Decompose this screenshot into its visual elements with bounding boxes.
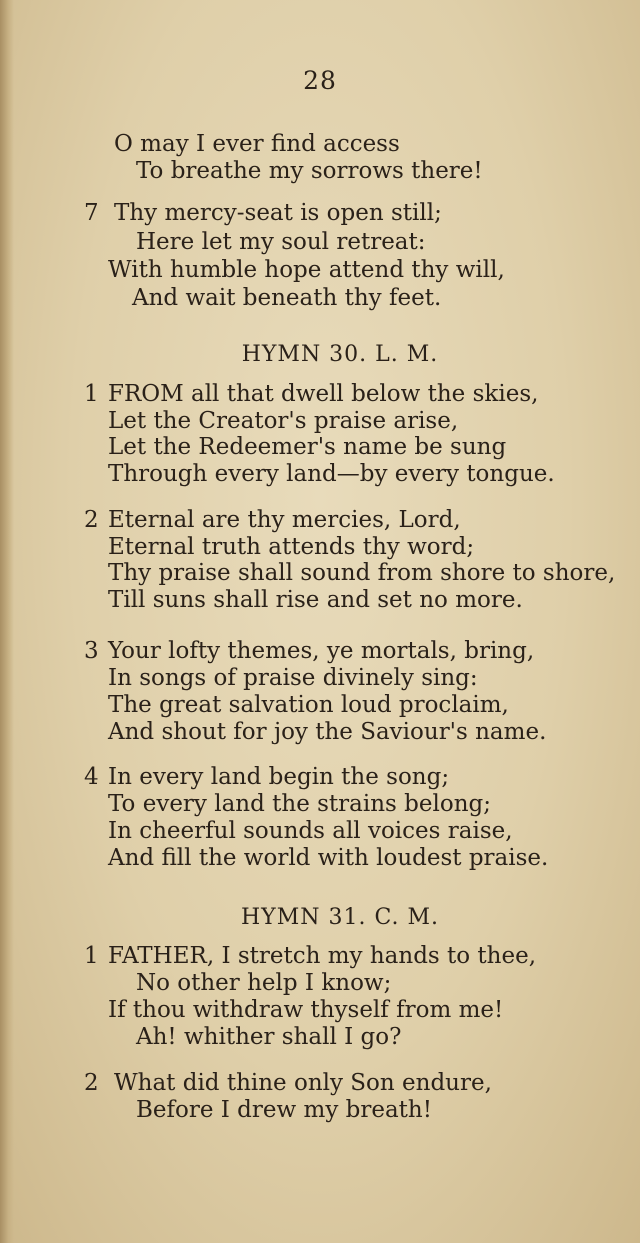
verse-number: 1 (84, 381, 99, 407)
verse-line: Till suns shall rise and set no more. (108, 587, 523, 613)
page-number: 28 (303, 66, 337, 95)
verse-number: 1 (84, 943, 99, 969)
verse-number: 2 (84, 507, 99, 533)
verse-line: Thy praise shall sound from shore to shore, (108, 560, 616, 586)
verse-line: FATHER, I stretch my hands to thee, (108, 943, 537, 969)
verse-line: And wait beneath thy feet. (132, 285, 442, 311)
verse-line: Eternal are thy mercies, Lord, (108, 507, 461, 533)
verse-line: To every land the strains belong; (108, 791, 491, 817)
verse-line: Let the Redeemer's name be sung (108, 434, 507, 460)
verse-line: And fill the world with loudest praise. (108, 845, 549, 871)
verse-line: The great salvation loud proclaim, (108, 692, 509, 718)
verse-line: And shout for joy the Saviour's name. (108, 719, 547, 745)
verse-number: 7 (84, 200, 99, 226)
verse-line: With humble hope attend thy will, (108, 257, 505, 283)
verse-line: In songs of praise divinely sing: (108, 665, 478, 691)
verse-line: Before I drew my breath! (136, 1097, 432, 1123)
hymn-heading: HYMN 30. L. M. (241, 342, 439, 367)
verse-line: Here let my soul retreat: (136, 229, 426, 255)
continuation-line-1: O may I ever find access (114, 131, 400, 157)
verse-line: Through every land—by every tongue. (108, 461, 555, 487)
verse-line: In every land begin the song; (108, 764, 450, 790)
verse-line: In cheerful sounds all voices raise, (108, 818, 513, 844)
verse-line: FROM all that dwell below the skies, (108, 381, 539, 407)
verse-line: Thy mercy-seat is open still; (114, 200, 442, 226)
continuation-line-2: To breathe my sorrows there! (136, 158, 483, 184)
verse-line: Eternal truth attends thy word; (108, 534, 475, 560)
verse-line: Let the Creator's praise arise, (108, 408, 459, 434)
verse-line: No other help I know; (136, 970, 392, 996)
verse-number: 3 (84, 638, 99, 664)
verse-line: What did thine only Son endure, (114, 1070, 492, 1096)
verse-line: Ah! whither shall I go? (136, 1024, 402, 1050)
verse-number: 4 (84, 764, 99, 790)
verse-line: If thou withdraw thyself from me! (108, 997, 504, 1023)
hymn-heading: HYMN 31. C. M. (240, 905, 439, 930)
verse-line: Your lofty themes, ye mortals, bring, (108, 638, 535, 664)
verse-number: 2 (84, 1070, 99, 1096)
page-edge (0, 0, 14, 1243)
